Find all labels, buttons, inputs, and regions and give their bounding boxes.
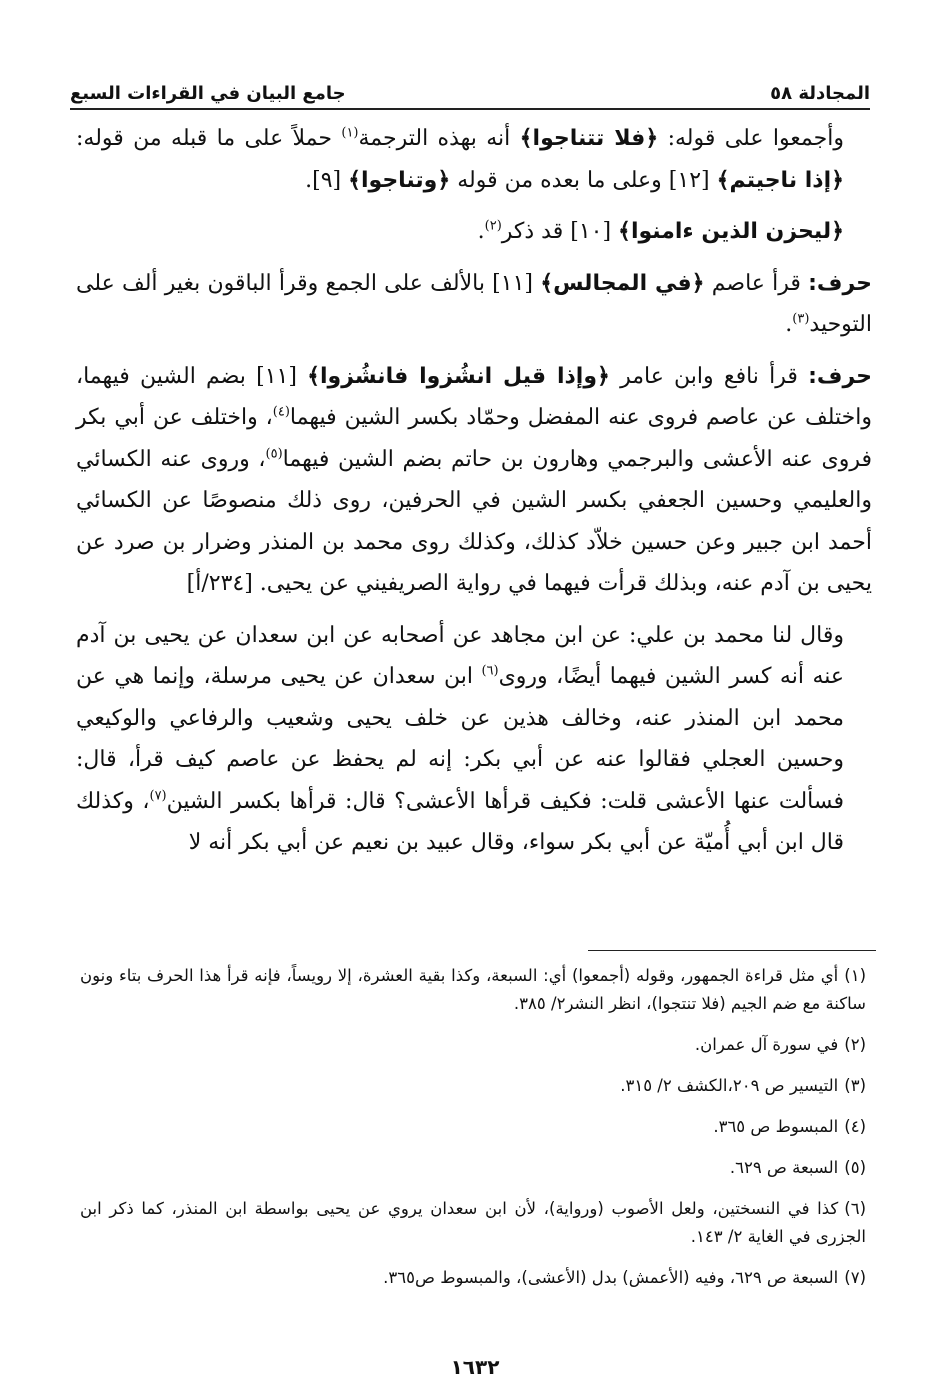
paragraph-2 bbox=[76, 211, 872, 253]
footnote-text: أي مثل قراءة الجمهور، وقوله (أجمعوا) أي: السبعة، وكذا بقية العشرة، إلا رويساً، فإنه قرأ هذا الحرف بتاء ونون ساكنة مع ضم الجيم (فلا تنتجوا)، انظر النشر٢/ ٣٨٥. bbox=[80, 966, 866, 1013]
footnote-ref[interactable]: (٦) bbox=[481, 663, 499, 679]
footnote-ref[interactable]: (٣) bbox=[792, 311, 810, 327]
footnote-4 bbox=[80, 1113, 866, 1141]
footnote-text: المبسوط ص ٣٦٥. bbox=[713, 1117, 839, 1136]
quran-quote: ﴿في المجالس﴾ bbox=[540, 270, 705, 296]
footnote-number: (٢) bbox=[844, 1035, 866, 1054]
text-run: وقال لنا محمد بن علي: عن ابن مجاهد عن أصحابه عن ابن سعدان عن يحيى بن آدم عنه أنه كسر الشين فيهما أيضًا، وروى bbox=[76, 622, 844, 689]
text-run: . bbox=[477, 219, 485, 244]
quran-quote: ﴿وإذا قيل انشُزوا فانشُزوا﴾ bbox=[307, 363, 610, 389]
footnote-6 bbox=[80, 1195, 866, 1251]
footnote-5 bbox=[80, 1154, 866, 1182]
header-surah-label: المجادلة ٥٨ bbox=[770, 83, 870, 104]
quran-quote: ﴿فلا تتناجوا﴾ bbox=[519, 126, 659, 151]
text-run: قرأ عاصم bbox=[704, 270, 809, 296]
footnote-text: كذا في النسختين، ولعل الأصوب (ورواية)، لأن ابن سعدان يروي عن يحيى بواسطة ابن المنذر، كما ذكر ابن الجزرى في الغاية ٢/ ١٤٣. bbox=[80, 1199, 866, 1246]
header-divider bbox=[70, 108, 870, 110]
paragraph-4 bbox=[76, 356, 872, 605]
text-run: ، وكذلك قال ابن أبي أُميّة عن أبي بكر سواء، وقال عبيد بن نعيم عن أبي بكر أنه لا bbox=[76, 788, 844, 855]
text-run: [١١] بالألف على الجمع وقرأ الباقون بغير ألف على التوحيد bbox=[76, 270, 872, 337]
footnote-number: (٦) bbox=[844, 1199, 866, 1218]
text-run: ، وروى عنه الكسائي والعليمي وحسين الجعفي بكسر الشين في الحرفين، روى ذلك منصوصًا عن الكسائي أحمد ابن جبير وعن حسين خلاّد كذلك، وكذلك روى محمد بن المنذر وضرار بن صرد عن يحيى بن آدم عنه، وبذلك قرأت فيهما في رواية الصريفيني عن يحيى. [٢٣٤/أ] bbox=[76, 446, 872, 596]
footnote-ref[interactable]: (١) bbox=[341, 125, 359, 141]
page-number: ١٦٣٢ bbox=[450, 1355, 500, 1379]
footnote-number: (٣) bbox=[844, 1076, 866, 1095]
text-run: وأجمعوا على قوله: bbox=[658, 126, 844, 151]
paragraph-3 bbox=[76, 263, 872, 346]
text-run: [٩]. bbox=[305, 167, 349, 193]
running-header bbox=[70, 68, 870, 104]
footnote-text: السبعة ص ٦٢٩. bbox=[729, 1158, 839, 1177]
section-lead: حرف: bbox=[808, 270, 873, 296]
quran-quote: ﴿ليحزن الذين ءامنوا﴾ bbox=[618, 219, 844, 244]
footnote-3 bbox=[80, 1072, 866, 1100]
footnote-ref[interactable]: (٧) bbox=[149, 788, 167, 804]
text-run: حملاً على ما قبله من قوله: bbox=[76, 126, 342, 151]
footnote-ref[interactable]: (٥) bbox=[265, 446, 283, 462]
footnote-ref[interactable]: (٢) bbox=[484, 218, 502, 234]
text-run: قرأ نافع وابن عامر bbox=[609, 363, 809, 389]
footnote-ref[interactable]: (٤) bbox=[272, 404, 290, 420]
footnote-number: (١) bbox=[844, 966, 866, 985]
quran-quote: ﴿وتناجوا﴾ bbox=[348, 167, 451, 193]
section-lead: حرف: bbox=[808, 363, 872, 389]
footnote-1 bbox=[80, 962, 866, 1018]
paragraph-5-text bbox=[76, 615, 872, 864]
header-book-title: جامع البيان في القراءات السبع bbox=[70, 83, 346, 104]
footnote-number: (٥) bbox=[844, 1158, 866, 1177]
text-run: [١٢] وعلى ما بعده من قوله bbox=[450, 167, 717, 193]
footnote-7 bbox=[80, 1264, 866, 1292]
text-run: [١١] بضم الشين فيهما، واختلف عن عاصم فروى عنه المفضل وحمّاد بكسر الشين فيهما bbox=[76, 363, 872, 430]
footnote-number: (٤) bbox=[844, 1117, 866, 1136]
footnote-text: السبعة ص ٦٢٩، وفيه (الأعمش) بدل (الأعشى)، والمبسوط ص٣٦٥. bbox=[383, 1268, 839, 1287]
footnote-2 bbox=[80, 1031, 866, 1059]
paragraph-1 bbox=[76, 118, 872, 201]
text-run: [١٠] قد ذكر bbox=[501, 219, 619, 244]
main-text bbox=[76, 118, 872, 874]
text-run: ابن سعدان عن يحيى مرسلة، وإنما هي عن محمد ابن المنذر عنه، وخالف هذين عن خلف يحيى وشعيب والرفاعي والوكيعي وحسين العجلي فقالوا عنه عن أبي بكر: إنه لم يحفظ عن عاصم كيف قرأ، قال: فسألت عنها الأعشى قلت: فكيف قرأها الأعشى؟ قال: قرأها بكسر الشين bbox=[76, 664, 844, 814]
footnote-text: التيسير ص ٢٠٩،الكشف ٢/ ٣١٥. bbox=[620, 1076, 839, 1095]
footnote-number: (٧) bbox=[844, 1268, 866, 1287]
text-run: أنه بهذه الترجمة bbox=[358, 126, 520, 151]
footnote-text: في سورة آل عمران. bbox=[694, 1035, 839, 1054]
footnotes bbox=[80, 962, 866, 1305]
quran-quote: ﴿إذا ناجيتم﴾ bbox=[716, 167, 844, 193]
text-run: . bbox=[785, 312, 793, 337]
paragraph-2-text bbox=[76, 211, 872, 253]
paragraph-1-text bbox=[76, 118, 872, 201]
footnote-divider bbox=[588, 950, 876, 951]
paragraph-5 bbox=[76, 615, 872, 864]
text-run: ، واختلف عن أبي بكر فروى عنه الأعشى والبرجمي وهارون بن حاتم بضم الشين فيهما bbox=[76, 405, 872, 472]
